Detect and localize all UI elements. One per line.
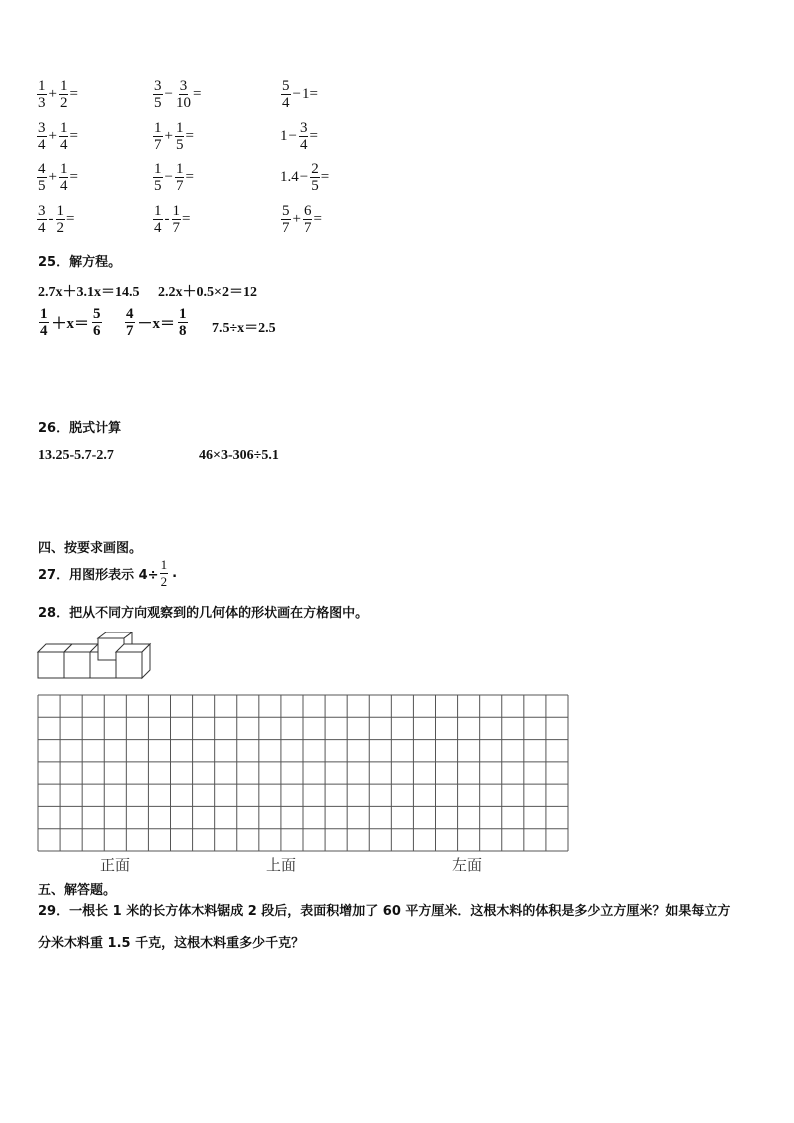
exercise-r1c1: $\frac{1}{3}$ + $\frac{1}{2}$ = <box>38 78 78 111</box>
grid-label-top: 上面 <box>266 856 297 874</box>
q29-line-1: 29．一根长 1 米的长方体木料锯成 2 段后，表面积增加了 60 平方厘米．这根木料的体积是多少立方厘米？如果每立方 <box>38 904 731 919</box>
exercise-r1c2: $\frac{3}{5}$ − $\frac{3}{10}$ = <box>154 78 202 111</box>
q26-title: 26．脱式计算 <box>38 421 122 436</box>
q27: 27．用图形表示 4÷ $\frac{1}{2}$ . <box>38 557 178 589</box>
exercise-r2c1: $\frac{3}{4}$ + $\frac{1}{4}$ = <box>38 120 78 153</box>
exercise-r4c3: $\frac{5}{7}$ + $\frac{6}{7}$ = <box>282 203 322 236</box>
q26-expression-1: 13.25-5.7-2.7 <box>38 448 114 463</box>
q26-expression-2: 46×3-306÷5.1 <box>199 448 279 463</box>
exercise-r3c1: $\frac{4}{5}$ + $\frac{1}{4}$ = <box>38 161 78 194</box>
exercise-r2c2: $\frac{1}{7}$ + $\frac{1}{5}$ = <box>154 120 194 153</box>
cube-figure <box>36 632 152 682</box>
fraction-exercises <box>36 76 456 246</box>
exercise-r3c3: 1.4 − $\frac{2}{5}$ = <box>280 161 330 194</box>
q25-equation-3: $\frac{1}{4}$ ＋x＝ $\frac{5}{6}$ <box>40 306 101 339</box>
q25-equation-5: 7.5÷x＝2.5 <box>212 321 276 336</box>
section-5-title: 五、解答题。 <box>38 883 117 898</box>
q25-title: 25．解方程。 <box>38 255 122 270</box>
q28-text: 28．把从不同方向观察到的几何体的形状画在方格图中。 <box>38 606 369 621</box>
q25-equation-2: 2.2x＋0.5×2＝12 <box>158 285 257 300</box>
exercise-r2c3: 1 − $\frac{3}{4}$ = <box>280 120 318 153</box>
exercise-r1c3: $\frac{5}{4}$ − 1 = <box>282 78 318 111</box>
q29-text <box>38 896 778 960</box>
exercise-r4c1: $\frac{3}{4}$ - $\frac{1}{2}$ = <box>38 203 75 236</box>
section-4-title: 四、按要求画图。 <box>38 541 143 556</box>
exercise-r4c2: $\frac{1}{4}$ - $\frac{1}{7}$ = <box>154 203 191 236</box>
grid-label-front: 正面 <box>100 856 131 874</box>
q29-line-2: 分米木料重 1.5 千克，这根木料重多少千克？ <box>38 936 305 951</box>
q25-equation-1: 2.7x＋3.1x＝14.5 <box>38 285 140 300</box>
exercise-r3c2: $\frac{1}{5}$ − $\frac{1}{7}$ = <box>154 161 194 194</box>
drawing-grid <box>37 694 569 852</box>
grid-label-left: 左面 <box>452 856 483 874</box>
q27-text: 27．用图形表示 4÷ <box>38 568 159 583</box>
q25-equation-4: $\frac{4}{7}$ －x＝ $\frac{1}{8}$ <box>126 306 187 339</box>
